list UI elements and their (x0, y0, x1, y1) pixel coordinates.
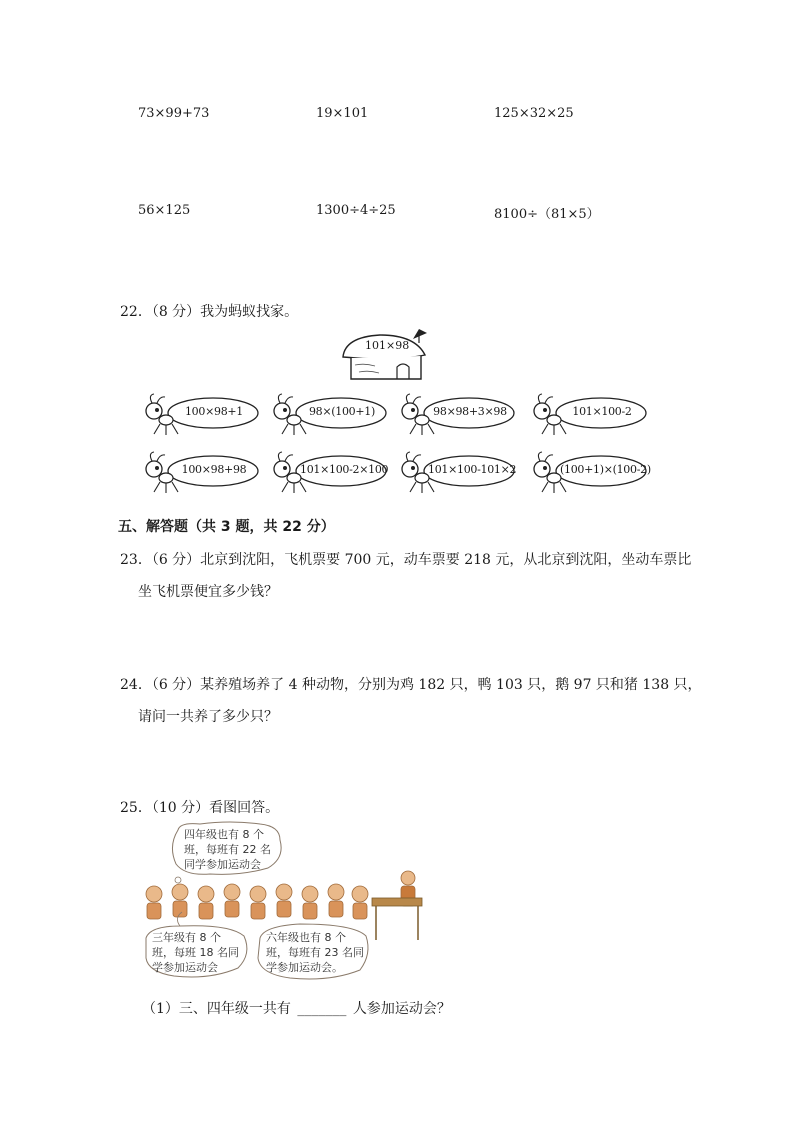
ant-card[interactable] (140, 451, 260, 495)
calc-expr-3: 125×32×25 (494, 106, 574, 121)
ant-expression: (100+1)×(100-2) (560, 463, 651, 476)
speech-bubble-grade6: 六年级也有 8 个 班，每班有 23 名同 学参加运动会。 (266, 931, 364, 974)
ant-card[interactable] (268, 451, 388, 495)
question-24-line2: 请问一共养了多少只？ (138, 709, 278, 725)
mushroom-house (335, 325, 440, 385)
ant-expression: 100×98+98 (181, 463, 247, 476)
question-25-part1 (142, 998, 451, 1018)
ant-card[interactable] (268, 393, 388, 437)
sports-meet-illustration (140, 820, 430, 985)
question-22: 22．（8 分）我为蚂蚁找家。 (120, 304, 299, 320)
calc-expr-2: 19×101 (316, 106, 369, 121)
calc-expr-4: 56×125 (138, 203, 191, 218)
ant-card[interactable] (396, 393, 516, 437)
question-23-line2: 坐飞机票便宜多少钱？ (138, 584, 278, 600)
calc-expr-1: 73×99+73 (138, 106, 210, 121)
part1-prefix: （1）三、四年级一共有 (142, 1001, 291, 1017)
ant-expression: 98×98+3×98 (433, 405, 507, 418)
question-23-line1: 23．（6 分）北京到沈阳，飞机票要 700 元，动车票要 218 元，从北京到沈阳，坐动车票比 (120, 552, 692, 568)
ant-expression: 98×(100+1) (308, 405, 375, 418)
speech-bubble-grade3: 三年级有 8 个 班，每班 18 名同 学参加运动会 (152, 931, 239, 974)
section-heading: 五、解答题（共 3 题，共 22 分） (118, 519, 335, 535)
ant-card[interactable] (528, 393, 648, 437)
calc-expr-6: 8100÷（81×5） (494, 207, 600, 222)
ant-expression: 100×98+1 (184, 405, 244, 418)
mushroom-house-icon (335, 325, 440, 385)
ant-expression: 101×100-2 (572, 405, 632, 418)
ant-expression: 101×100-101×2 (428, 463, 517, 476)
ant-card[interactable] (140, 393, 260, 437)
speech-bubble-grade4: 四年级也有 8 个 班，每班有 22 名 同学参加运动会 (184, 828, 271, 871)
answer-blank[interactable]: _______ (297, 1001, 347, 1017)
house-expression: 101×98 (365, 339, 410, 352)
calc-expr-5: 1300÷4÷25 (316, 203, 396, 218)
ant-card[interactable] (528, 451, 651, 495)
part1-suffix: 人参加运动会？ (352, 1001, 451, 1017)
question-24-line1: 24．（6 分）某养殖场养了 4 种动物，分别为鸡 182 只，鸭 103 只，鹅 97 只和猪 138 只， (120, 677, 702, 693)
ant-expression: 101×100-2×100 (300, 463, 389, 476)
ant-card[interactable] (396, 451, 516, 495)
question-25: 25．（10 分）看图回答。 (120, 800, 280, 816)
